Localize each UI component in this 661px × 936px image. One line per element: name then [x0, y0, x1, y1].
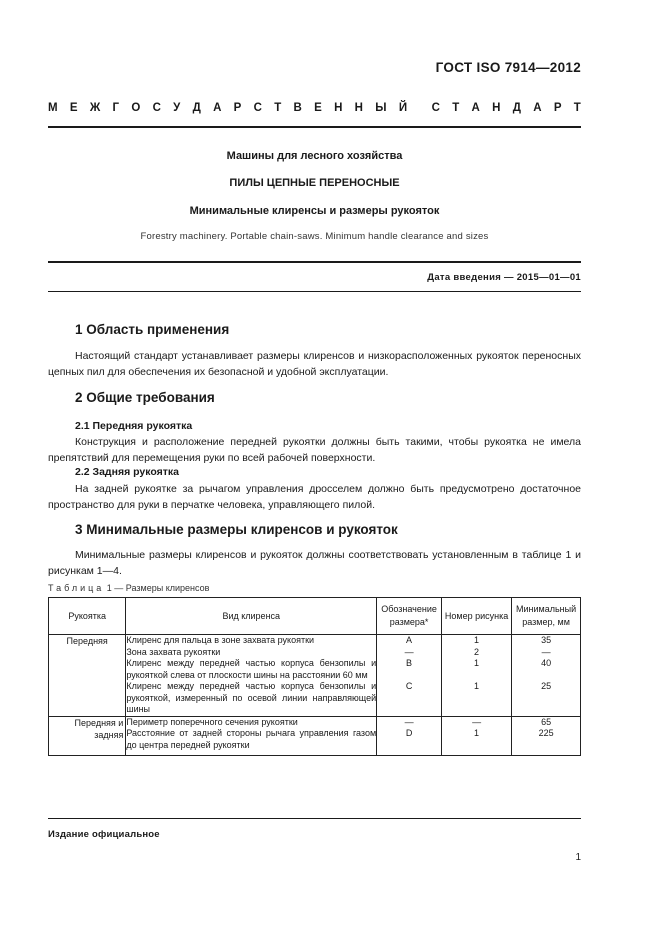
clearance-figure: 1: [441, 728, 511, 756]
section-2-heading: 2 Общие требования: [75, 390, 215, 405]
table-row: [49, 716, 581, 728]
table-row: [49, 635, 581, 647]
clearance-desc: Клиренс для пальца в зоне захвата рукоятки: [126, 635, 377, 647]
header-clearance-type: Вид клиренса: [126, 598, 377, 635]
header-designation: Обозначение размера*: [377, 598, 442, 635]
title-english: Forestry machinery. Portable chain-saws. Minimum handle clearance and sizes: [140, 231, 489, 242]
clearance-min: 40: [512, 658, 581, 681]
banner-letter: Й: [398, 102, 408, 114]
banner-letter: Р: [553, 102, 562, 114]
banner-letter: Н: [492, 102, 501, 114]
clearance-desc: Клиренс между передней частью корпуса бензопилы и рукояткой, измеренный по осевой линии направляющей шины: [126, 681, 377, 714]
title-line-1: Машины для лесного хозяйства: [226, 150, 403, 162]
clearance-desc: Расстояние от задней стороны рычага управления газом до центра передней рукоятки: [126, 728, 377, 756]
handle-front-label: Передняя: [49, 635, 126, 717]
clearance-table: [48, 597, 581, 756]
section-2-1-text: Конструкция и расположение передней рукоятки должны быть такими, чтобы рукоятка не имела препятствий для перемещения руки по всей рабочей поверхности.: [48, 436, 581, 464]
table-row: [49, 658, 581, 681]
banner-letter: Т: [274, 102, 282, 114]
banner-letter: С: [253, 102, 262, 114]
title-line-3: Минимальные клиренсы и размеры рукояток: [189, 205, 440, 217]
banner-letter: Д: [512, 102, 521, 114]
header-min-size: Минимальный размер, мм: [512, 598, 581, 635]
banner-letter: Д: [192, 102, 201, 114]
clearance-figure: 1: [441, 681, 511, 716]
table-row: [49, 681, 581, 716]
banner-letter: У: [173, 102, 181, 114]
clearance-min: 25: [512, 681, 581, 716]
clearance-desc: Клиренс между передней частью корпуса бензопилы и рукояткой слева от плоскости шины на расстоянии 60 мм: [126, 658, 377, 680]
section-1-text: Настоящий стандарт устанавливает размеры клиренсов и низкорасположенных рукояток переносных цепных пил для обеспечения их безопасной и удобной эксплуатации.: [48, 350, 581, 378]
banner-letter: Р: [233, 102, 242, 114]
banner-letter: Т: [573, 102, 581, 114]
footer-rule: [48, 818, 581, 819]
banner-letter: Н: [354, 102, 363, 114]
section-3-text: Минимальные размеры клиренсов и рукояток должны соответствовать установленным в таблице 1 и рисункам 1—4.: [48, 549, 581, 577]
handle-both-label: Передняя и задняя: [49, 716, 126, 756]
banner-letter: А: [213, 102, 222, 114]
banner-letter: Ы: [375, 102, 387, 114]
clearance-min: 225: [512, 728, 581, 756]
banner-letter: А: [533, 102, 542, 114]
clearance-figure: —: [441, 716, 511, 728]
document-code: ГОСТ ISO 7914—2012: [435, 60, 581, 75]
clearance-symbol: A: [377, 635, 442, 647]
date-rule: [48, 291, 581, 292]
clearance-symbol: —: [377, 647, 442, 659]
banner-letter: Т: [452, 102, 460, 114]
clearance-figure: 2: [441, 647, 511, 659]
section-2-2-heading: 2.2 Задняя рукоятка: [75, 466, 179, 478]
banner-letter: С: [431, 102, 440, 114]
title-rule: [48, 261, 581, 263]
clearance-desc: Периметр поперечного сечения рукоятки: [126, 716, 377, 728]
banner-letter: Е: [314, 102, 322, 114]
banner-letter: М: [48, 102, 58, 114]
banner-letter: О: [131, 102, 141, 114]
interstate-standard-banner: [48, 102, 581, 114]
clearance-symbol: D: [377, 728, 442, 756]
clearance-min: 35: [512, 635, 581, 647]
clearance-symbol: —: [377, 716, 442, 728]
banner-letter: В: [293, 102, 302, 114]
clearance-desc: Зона захвата рукоятки: [126, 647, 377, 659]
clearance-figure: 1: [441, 658, 511, 681]
section-2-1-heading: 2.1 Передняя рукоятка: [75, 420, 193, 432]
table-caption: Таблица 1 — Размеры клиренсов: [48, 583, 210, 593]
section-1-heading: 1 Область применения: [75, 322, 230, 337]
header-figure-number: Номер рисунка: [441, 598, 511, 635]
header-handle: Рукоятка: [49, 598, 126, 635]
banner-letter: Г: [112, 102, 120, 114]
top-rule: [48, 126, 581, 128]
table-row: [49, 728, 581, 756]
official-edition-label: Издание официальное: [48, 829, 160, 840]
banner-letter: Н: [334, 102, 343, 114]
title-line-2: ПИЛЫ ЦЕПНЫЕ ПЕРЕНОСНЫЕ: [229, 177, 400, 189]
banner-letter: Е: [69, 102, 78, 114]
clearance-min: 65: [512, 716, 581, 728]
banner-letter: А: [471, 102, 480, 114]
table-header-row: [49, 598, 581, 635]
clearance-min: —: [512, 647, 581, 659]
banner-letter: С: [152, 102, 161, 114]
clearance-symbol: C: [377, 681, 442, 716]
clearance-figure: 1: [441, 635, 511, 647]
section-3-heading: 3 Минимальные размеры клиренсов и рукояток: [75, 522, 398, 537]
introduction-date: Дата введения — 2015—01—01: [427, 272, 581, 283]
clearance-symbol: B: [377, 658, 442, 681]
page-number: 1: [575, 852, 581, 863]
section-2-2-text: На задней рукоятке за рычагом управления дросселем должно быть предусмотрено достаточное пространство для руки в перчатке человека, управляющего пилой.: [48, 483, 581, 511]
table-row: [49, 647, 581, 659]
banner-letter: Ж: [89, 102, 101, 114]
